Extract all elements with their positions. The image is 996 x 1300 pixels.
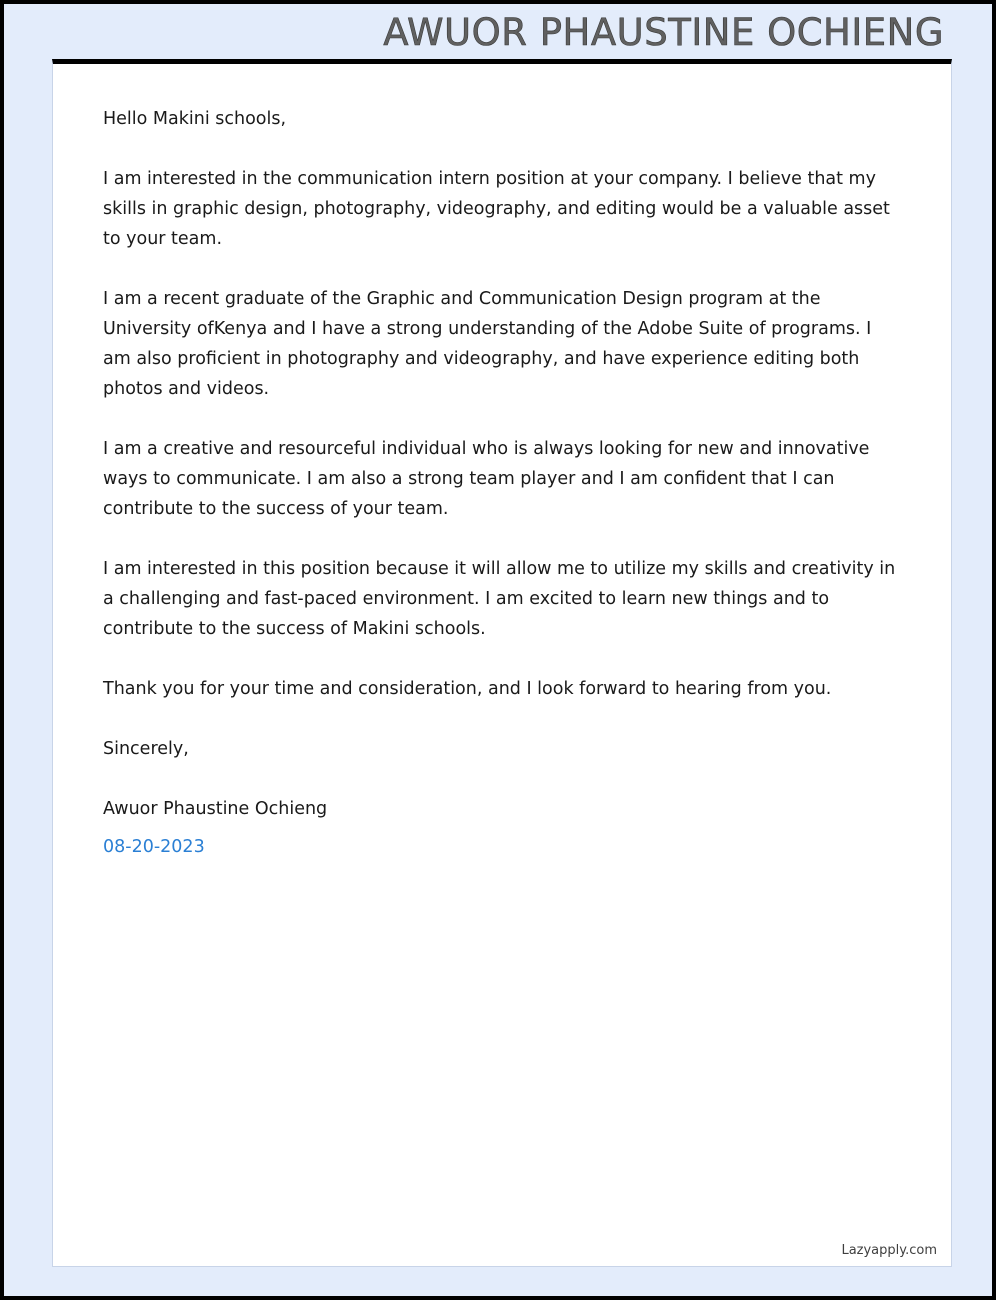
- letter-sheet: [52, 59, 952, 1267]
- letter-paragraph-3: I am a creative and resourceful individual who is always looking for new and innovative ways to communicate. I am also a strong team player and I am confident that I can contribute to the success of your team.: [103, 439, 870, 519]
- letter-closing: Sincerely,: [103, 739, 189, 759]
- document-header: [4, 4, 992, 60]
- letter-paragraph-2: I am a recent graduate of the Graphic and Communication Design program at the University ofKenya and I have a strong understanding of the Adobe Suite of programs. I am also proficient in photography and videography, and have experience editing both photos and videos.: [103, 289, 872, 399]
- letter-body: [53, 64, 951, 862]
- letter-date: 08-20-2023: [103, 837, 205, 857]
- letter-paragraph-1: I am interested in the communication intern position at your company. I believe that my skills in graphic design, photography, videography, and editing would be a valuable asset to your team.: [103, 169, 890, 249]
- letter-paragraph-5: Thank you for your time and consideration, and I look forward to hearing from you.: [103, 679, 832, 699]
- letter-signature-name: Awuor Phaustine Ochieng: [103, 799, 328, 819]
- letter-paragraph-4: I am interested in this position because it will allow me to utilize my skills and creativity in a challenging and fast-paced environment. I am excited to learn new things and to contribute to the success of Makini schools.: [103, 559, 896, 639]
- page-title: AWUOR PHAUSTINE OCHIENG: [383, 10, 944, 54]
- footer-brand: Lazyapply.com: [841, 1243, 937, 1258]
- letter-greeting: Hello Makini schools,: [103, 109, 287, 129]
